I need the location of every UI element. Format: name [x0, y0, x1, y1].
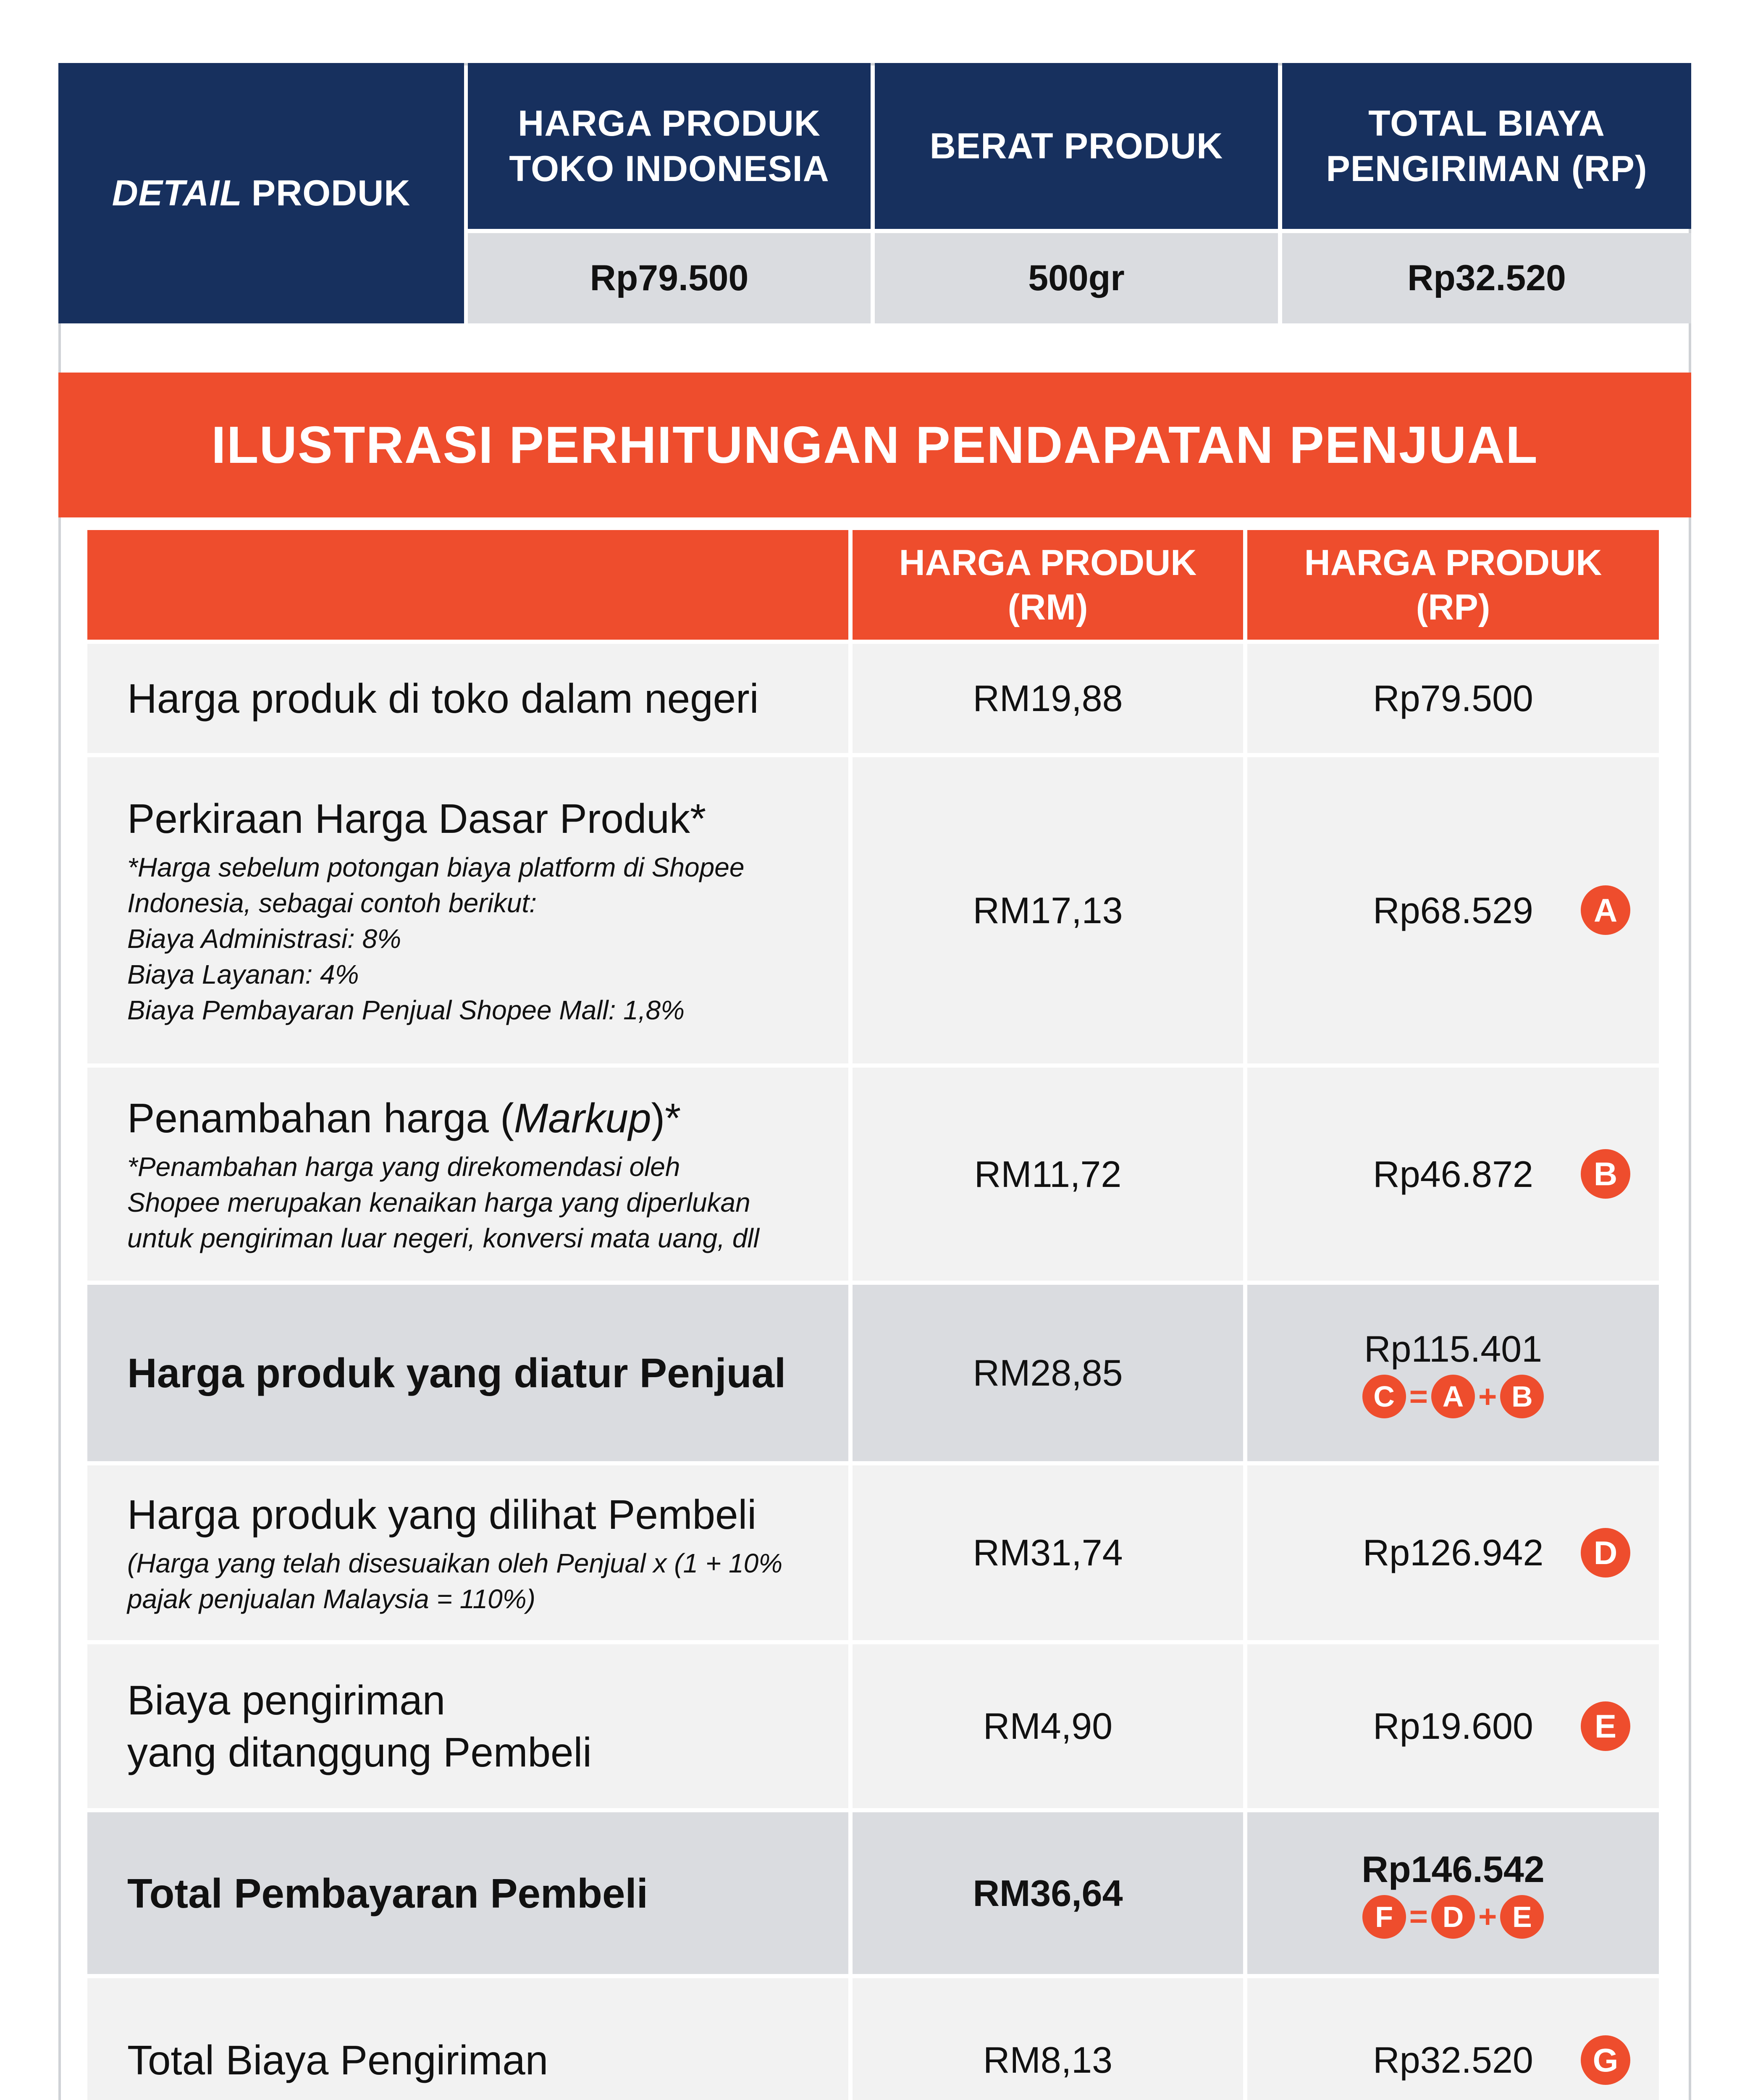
- row-label-post: )*: [651, 1095, 681, 1141]
- detail-produk-header: [58, 63, 464, 323]
- row-rm-value: RM28,85: [853, 1285, 1243, 1461]
- table-row-label: [87, 1285, 848, 1461]
- badge-a: A: [1581, 885, 1630, 935]
- table-header-label: [87, 530, 848, 640]
- row-rp-cell: [1247, 1068, 1659, 1281]
- row-rp-cell: [1247, 1285, 1659, 1461]
- formula: [1362, 1375, 1544, 1418]
- table-row-label: [87, 1812, 848, 1974]
- row-rp-value: Rp146.542: [1362, 1848, 1545, 1890]
- row-label: [127, 1092, 832, 1144]
- formula-op: =: [1409, 1378, 1428, 1415]
- row-rp-cell: [1247, 1812, 1659, 1974]
- row-note: Shopee merupakan kenaikan harga yang diperlukan: [127, 1187, 750, 1218]
- formula-badge-c: C: [1362, 1375, 1406, 1418]
- formula-op: +: [1478, 1378, 1497, 1415]
- formula-badge-f: F: [1362, 1895, 1406, 1939]
- table-row-label: [87, 644, 848, 753]
- header-harga-produk-indonesia: HARGA PRODUK TOKO INDONESIA: [468, 63, 871, 229]
- table-header-rm: HARGA PRODUK (RM): [853, 530, 1243, 640]
- row-label-pre: Penambahan harga (: [127, 1095, 514, 1141]
- row-rp-value: Rp79.500: [1247, 644, 1659, 753]
- row-note: Biaya Pembayaran Penjual Shopee Mall: 1,8%: [127, 995, 685, 1025]
- row-label: Harga produk di toko dalam negeri: [127, 675, 759, 722]
- value-total-biaya-pengiriman: Rp32.520: [1282, 233, 1691, 323]
- header-berat-produk: BERAT PRODUK: [875, 63, 1278, 229]
- table-row-label: [87, 1465, 848, 1640]
- badge-b: B: [1581, 1149, 1630, 1199]
- formula: [1362, 1895, 1544, 1939]
- value-harga-produk-indonesia: Rp79.500: [468, 233, 871, 323]
- row-rm-value: RM11,72: [853, 1068, 1243, 1281]
- row-label-markup: Markup: [514, 1095, 651, 1141]
- table-header-rp: HARGA PRODUK (RP): [1247, 530, 1659, 640]
- table-row-label: [87, 757, 848, 1063]
- row-note: *Penambahan harga yang direkomendasi oleh: [127, 1152, 680, 1182]
- row-rm-value: RM31,74: [853, 1465, 1243, 1640]
- row-rm-value: RM4,90: [853, 1644, 1243, 1808]
- row-rm-value: RM19,88: [853, 644, 1243, 753]
- row-rp-cell: [1247, 1978, 1659, 2100]
- row-label: Total Pembayaran Pembeli: [127, 1870, 648, 1916]
- row-note: (Harga yang telah disesuaikan oleh Penjual x (1 + 10%: [127, 1548, 783, 1578]
- row-label-line: yang ditanggung Pembeli: [127, 1729, 592, 1775]
- row-label: Harga produk yang diatur Penjual: [127, 1350, 786, 1396]
- badge-e: E: [1581, 1701, 1630, 1751]
- row-note: pajak penjualan Malaysia = 110%): [127, 1584, 535, 1614]
- formula-badge-d: D: [1431, 1895, 1475, 1939]
- value-berat-produk: 500gr: [875, 233, 1278, 323]
- row-label: Perkiraan Harga Dasar Produk*: [127, 795, 706, 842]
- row-rm-value: RM36,64: [853, 1812, 1243, 1974]
- row-label-line: Biaya pengiriman: [127, 1677, 446, 1723]
- row-note: Indonesia, sebagai contoh berikut:: [127, 888, 537, 918]
- row-label: Total Biaya Pengiriman: [127, 2037, 548, 2083]
- formula-op: =: [1409, 1899, 1428, 1935]
- banner-title: ILUSTRASI PERHITUNGAN PENDAPATAN PENJUAL: [58, 373, 1691, 517]
- row-rp-value: Rp115.401: [1364, 1328, 1543, 1370]
- row-rp-cell: [1247, 1465, 1659, 1640]
- row-rm-value: RM8,13: [853, 1978, 1243, 2100]
- row-rp-cell: [1247, 757, 1659, 1063]
- row-note: Biaya Administrasi: 8%: [127, 924, 401, 954]
- row-rm-value: RM17,13: [853, 757, 1243, 1063]
- table-row-label: [87, 1068, 848, 1281]
- detail-suffix: PRODUK: [251, 173, 411, 213]
- header-total-biaya-pengiriman: TOTAL BIAYA PENGIRIMAN (RP): [1282, 63, 1691, 229]
- formula-op: +: [1478, 1899, 1497, 1935]
- badge-g: G: [1581, 2035, 1630, 2085]
- row-rp-value: Rp46.872: [1373, 1153, 1533, 1195]
- detail-prefix: DETAIL: [112, 173, 242, 213]
- row-label: Harga produk yang dilihat Pembeli: [127, 1491, 757, 1538]
- formula-badge-e: E: [1500, 1895, 1544, 1939]
- formula-badge-a: A: [1431, 1375, 1475, 1418]
- table-row-label: [87, 1644, 848, 1808]
- row-note: Biaya Layanan: 4%: [127, 959, 359, 990]
- row-note: untuk pengiriman luar negeri, konversi mata uang, dll: [127, 1223, 759, 1253]
- badge-d: D: [1581, 1528, 1630, 1578]
- formula-badge-b: B: [1500, 1375, 1544, 1418]
- table-row-label: [87, 1978, 848, 2100]
- row-rp-cell: [1247, 1644, 1659, 1808]
- row-rp-value: Rp32.520: [1373, 2039, 1533, 2081]
- row-note: *Harga sebelum potongan biaya platform di Shopee: [127, 852, 745, 882]
- row-rp-value: Rp126.942: [1362, 1532, 1544, 1573]
- row-rp-value: Rp19.600: [1373, 1705, 1533, 1747]
- row-rp-value: Rp68.529: [1373, 889, 1533, 931]
